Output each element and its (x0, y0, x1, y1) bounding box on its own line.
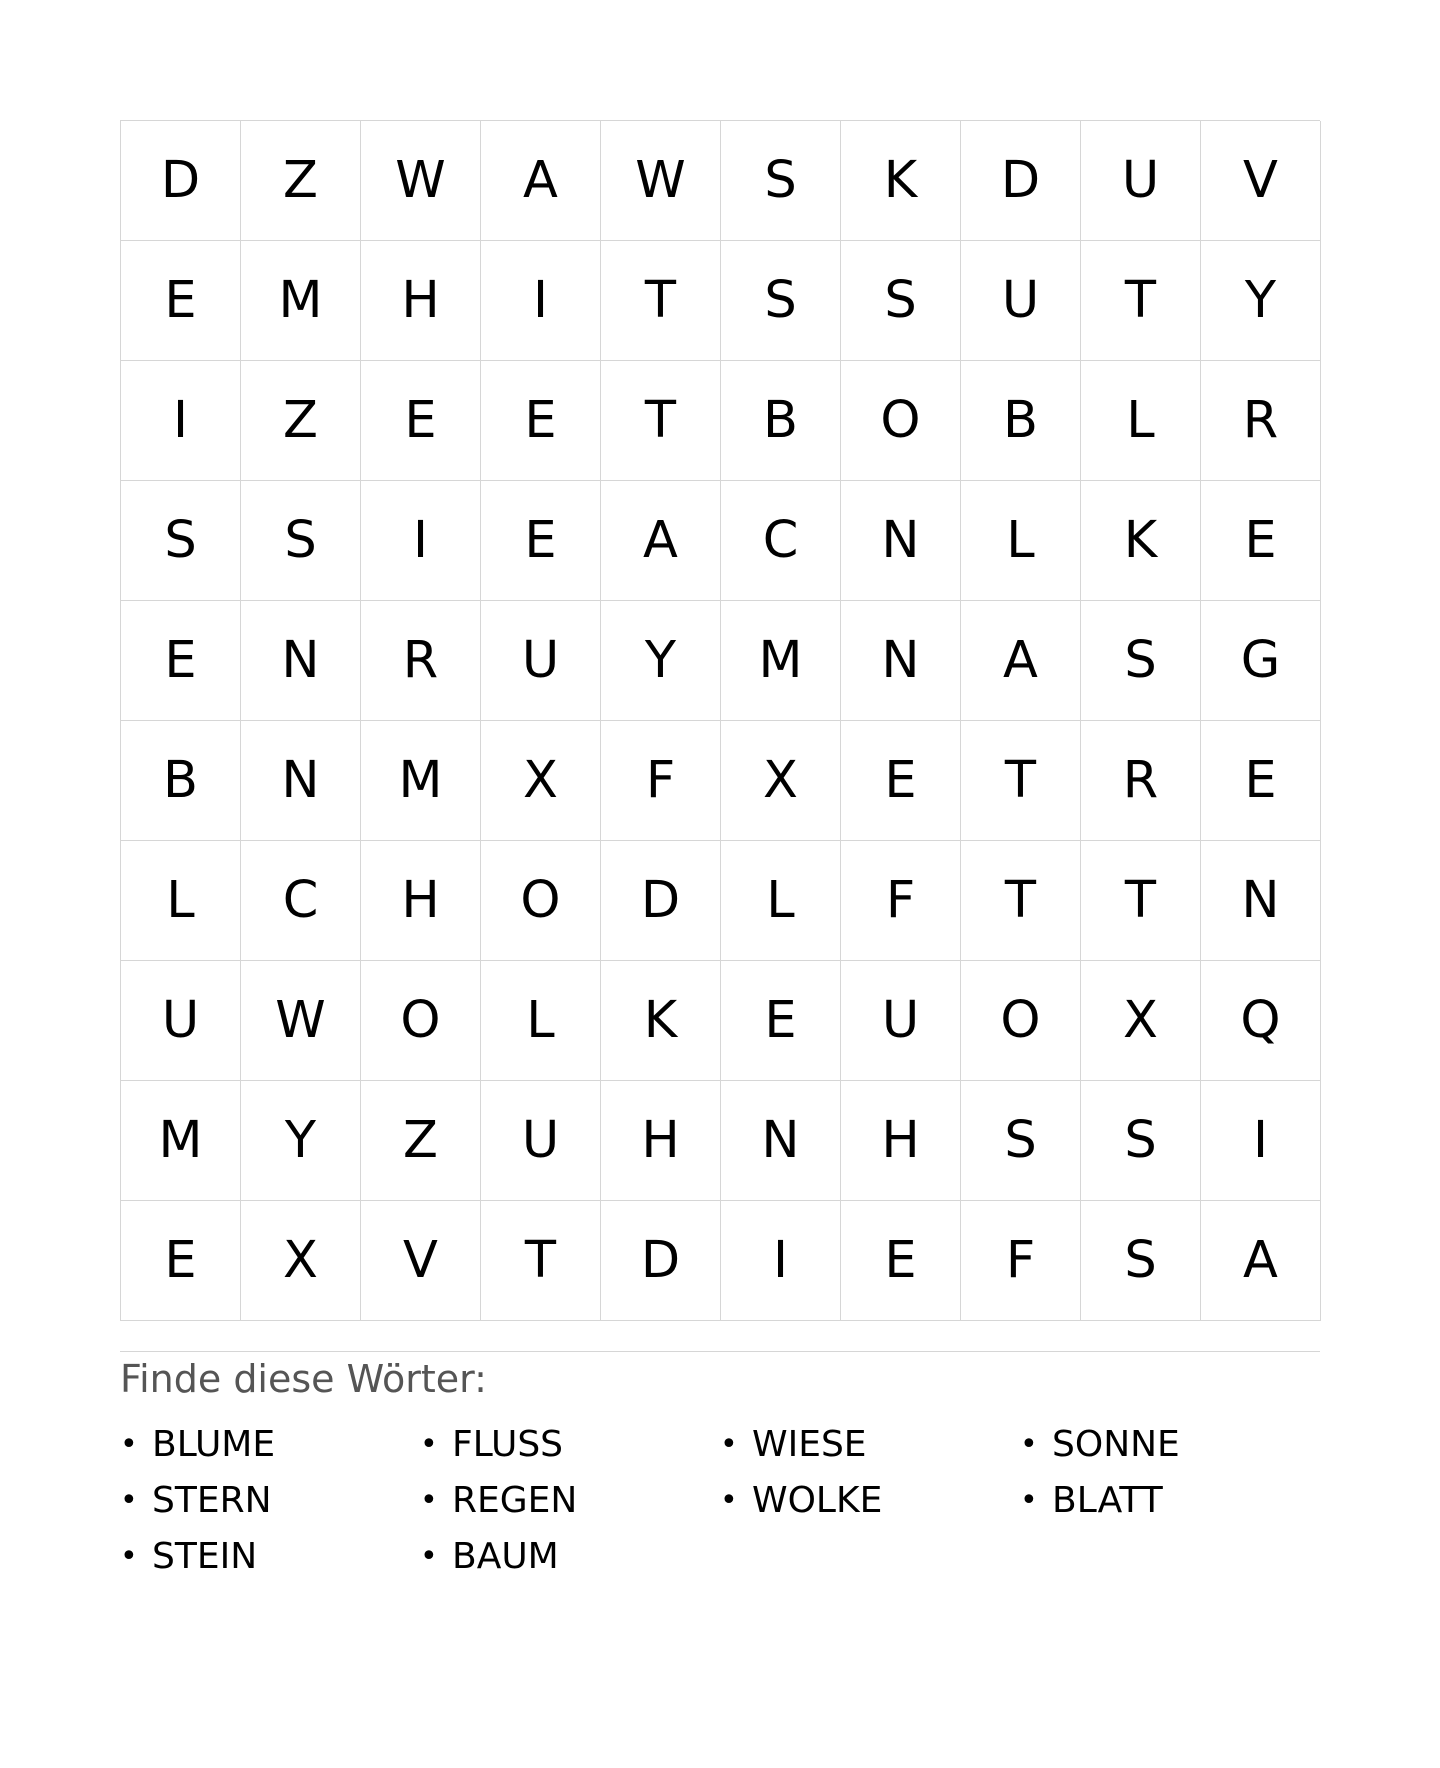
grid-cell-r8-c9[interactable]: I (1201, 1081, 1321, 1201)
grid-cell-r2-c2[interactable]: E (361, 361, 481, 481)
grid-cell-r5-c4[interactable]: F (601, 721, 721, 841)
grid-cell-r7-c5[interactable]: E (721, 961, 841, 1081)
word-list-heading: Finde diese Wörter: (120, 1357, 487, 1401)
grid-cell-r7-c3[interactable]: L (481, 961, 601, 1081)
grid-cell-r7-c2[interactable]: O (361, 961, 481, 1081)
grid-cell-r6-c6[interactable]: F (841, 841, 961, 961)
grid-cell-r9-c0[interactable]: E (121, 1201, 241, 1321)
grid-cell-r3-c7[interactable]: L (961, 481, 1081, 601)
grid-cell-r8-c0[interactable]: M (121, 1081, 241, 1201)
word-label: STERN (152, 1479, 272, 1521)
grid-cell-r4-c1[interactable]: N (241, 601, 361, 721)
bullet-icon: • (420, 1426, 438, 1462)
grid-cell-r9-c7[interactable]: F (961, 1201, 1081, 1321)
word-label: BLUME (152, 1423, 276, 1465)
word-label: WOLKE (752, 1479, 883, 1521)
grid-cell-r8-c5[interactable]: N (721, 1081, 841, 1201)
grid-cell-r5-c0[interactable]: B (121, 721, 241, 841)
grid-cell-r9-c6[interactable]: E (841, 1201, 961, 1321)
grid-cell-r2-c8[interactable]: L (1081, 361, 1201, 481)
divider (120, 1351, 1320, 1352)
grid-cell-r8-c8[interactable]: S (1081, 1081, 1201, 1201)
grid-cell-r1-c2[interactable]: H (361, 241, 481, 361)
grid-cell-r0-c7[interactable]: D (961, 121, 1081, 241)
word-label: STEIN (152, 1535, 258, 1577)
word-search-puzzle (120, 120, 1320, 1584)
grid-cell-r5-c3[interactable]: X (481, 721, 601, 841)
grid-cell-r5-c9[interactable]: E (1201, 721, 1321, 841)
grid-cell-r9-c8[interactable]: S (1081, 1201, 1201, 1321)
grid-cell-r0-c6[interactable]: K (841, 121, 961, 241)
grid-cell-r3-c3[interactable]: E (481, 481, 601, 601)
grid-cell-r2-c3[interactable]: E (481, 361, 601, 481)
grid-cell-r4-c3[interactable]: U (481, 601, 601, 721)
word-item-stein (120, 1528, 420, 1584)
grid-cell-r1-c8[interactable]: T (1081, 241, 1201, 361)
letter-grid (120, 120, 1320, 1321)
word-item-wolke (720, 1472, 1020, 1528)
grid-cell-r8-c3[interactable]: U (481, 1081, 601, 1201)
grid-cell-r7-c6[interactable]: U (841, 961, 961, 1081)
word-label: SONNE (1052, 1423, 1180, 1465)
grid-cell-r2-c6[interactable]: O (841, 361, 961, 481)
grid-cell-r7-c8[interactable]: X (1081, 961, 1201, 1081)
word-item-blatt (1020, 1472, 1320, 1528)
grid-cell-r4-c8[interactable]: S (1081, 601, 1201, 721)
grid-cell-r4-c7[interactable]: A (961, 601, 1081, 721)
bullet-icon: • (1020, 1482, 1038, 1518)
grid-cell-r4-c6[interactable]: N (841, 601, 961, 721)
grid-cell-r0-c5[interactable]: S (721, 121, 841, 241)
grid-cell-r8-c7[interactable]: S (961, 1081, 1081, 1201)
grid-cell-r7-c4[interactable]: K (601, 961, 721, 1081)
word-item-wiese (720, 1416, 1020, 1472)
bullet-icon: • (420, 1538, 438, 1574)
grid-cell-r3-c4[interactable]: A (601, 481, 721, 601)
grid-cell-r9-c3[interactable]: T (481, 1201, 601, 1321)
grid-cell-r5-c5[interactable]: X (721, 721, 841, 841)
grid-cell-r0-c4[interactable]: W (601, 121, 721, 241)
word-label: BLATT (1052, 1479, 1163, 1521)
grid-cell-r9-c5[interactable]: I (721, 1201, 841, 1321)
grid-cell-r0-c8[interactable]: U (1081, 121, 1201, 241)
grid-cell-r9-c9[interactable]: A (1201, 1201, 1321, 1321)
grid-cell-r4-c9[interactable]: G (1201, 601, 1321, 721)
grid-cell-r8-c2[interactable]: Z (361, 1081, 481, 1201)
bullet-icon: • (120, 1426, 138, 1462)
grid-cell-r2-c9[interactable]: R (1201, 361, 1321, 481)
grid-cell-r6-c3[interactable]: O (481, 841, 601, 961)
grid-cell-r3-c0[interactable]: S (121, 481, 241, 601)
grid-cell-r6-c1[interactable]: C (241, 841, 361, 961)
grid-cell-r5-c6[interactable]: E (841, 721, 961, 841)
word-list (120, 1416, 1320, 1584)
grid-cell-r5-c7[interactable]: T (961, 721, 1081, 841)
grid-cell-r9-c1[interactable]: X (241, 1201, 361, 1321)
grid-cell-r4-c5[interactable]: M (721, 601, 841, 721)
grid-cell-r1-c7[interactable]: U (961, 241, 1081, 361)
word-item-sonne (1020, 1416, 1320, 1472)
word-item-regen (420, 1472, 720, 1528)
word-item-fluss (420, 1416, 720, 1472)
word-item-blume (120, 1416, 420, 1472)
grid-cell-r2-c5[interactable]: B (721, 361, 841, 481)
grid-cell-r2-c1[interactable]: Z (241, 361, 361, 481)
grid-cell-r9-c2[interactable]: V (361, 1201, 481, 1321)
grid-cell-r5-c8[interactable]: R (1081, 721, 1201, 841)
word-label: REGEN (452, 1479, 578, 1521)
grid-cell-r1-c9[interactable]: Y (1201, 241, 1321, 361)
grid-cell-r8-c6[interactable]: H (841, 1081, 961, 1201)
grid-cell-r4-c4[interactable]: Y (601, 601, 721, 721)
grid-cell-r5-c2[interactable]: M (361, 721, 481, 841)
grid-cell-r1-c1[interactable]: M (241, 241, 361, 361)
grid-cell-r3-c6[interactable]: N (841, 481, 961, 601)
grid-cell-r3-c9[interactable]: E (1201, 481, 1321, 601)
grid-cell-r8-c1[interactable]: Y (241, 1081, 361, 1201)
grid-cell-r6-c4[interactable]: D (601, 841, 721, 961)
bullet-icon: • (420, 1482, 438, 1518)
grid-cell-r0-c0[interactable]: D (121, 121, 241, 241)
grid-cell-r7-c9[interactable]: Q (1201, 961, 1321, 1081)
grid-cell-r6-c2[interactable]: H (361, 841, 481, 961)
grid-cell-r7-c1[interactable]: W (241, 961, 361, 1081)
grid-cell-r1-c4[interactable]: T (601, 241, 721, 361)
word-label: FLUSS (452, 1423, 564, 1465)
word-label: BAUM (452, 1535, 559, 1577)
grid-cell-r6-c8[interactable]: T (1081, 841, 1201, 961)
bullet-icon: • (120, 1538, 138, 1574)
grid-cell-r6-c5[interactable]: L (721, 841, 841, 961)
grid-cell-r2-c4[interactable]: T (601, 361, 721, 481)
grid-cell-r3-c2[interactable]: I (361, 481, 481, 601)
grid-cell-r4-c2[interactable]: R (361, 601, 481, 721)
grid-cell-r1-c5[interactable]: S (721, 241, 841, 361)
grid-cell-r3-c5[interactable]: C (721, 481, 841, 601)
word-item-baum (420, 1528, 720, 1584)
grid-cell-r0-c2[interactable]: W (361, 121, 481, 241)
grid-cell-r1-c6[interactable]: S (841, 241, 961, 361)
grid-cell-r3-c1[interactable]: S (241, 481, 361, 601)
grid-cell-r5-c1[interactable]: N (241, 721, 361, 841)
grid-cell-r2-c7[interactable]: B (961, 361, 1081, 481)
word-item-stern (120, 1472, 420, 1528)
grid-cell-r3-c8[interactable]: K (1081, 481, 1201, 601)
grid-cell-r9-c4[interactable]: D (601, 1201, 721, 1321)
grid-cell-r6-c0[interactable]: L (121, 841, 241, 961)
grid-cell-r0-c1[interactable]: Z (241, 121, 361, 241)
grid-cell-r6-c9[interactable]: N (1201, 841, 1321, 961)
grid-cell-r8-c4[interactable]: H (601, 1081, 721, 1201)
grid-cell-r1-c3[interactable]: I (481, 241, 601, 361)
word-label: WIESE (752, 1423, 867, 1465)
grid-cell-r0-c3[interactable]: A (481, 121, 601, 241)
bullet-icon: • (1020, 1426, 1038, 1462)
grid-cell-r6-c7[interactable]: T (961, 841, 1081, 961)
grid-cell-r7-c7[interactable]: O (961, 961, 1081, 1081)
grid-cell-r1-c0[interactable]: E (121, 241, 241, 361)
bullet-icon: • (720, 1426, 738, 1462)
grid-cell-r4-c0[interactable]: E (121, 601, 241, 721)
bullet-icon: • (720, 1482, 738, 1518)
grid-cell-r0-c9[interactable]: V (1201, 121, 1321, 241)
grid-cell-r7-c0[interactable]: U (121, 961, 241, 1081)
grid-cell-r2-c0[interactable]: I (121, 361, 241, 481)
bullet-icon: • (120, 1482, 138, 1518)
